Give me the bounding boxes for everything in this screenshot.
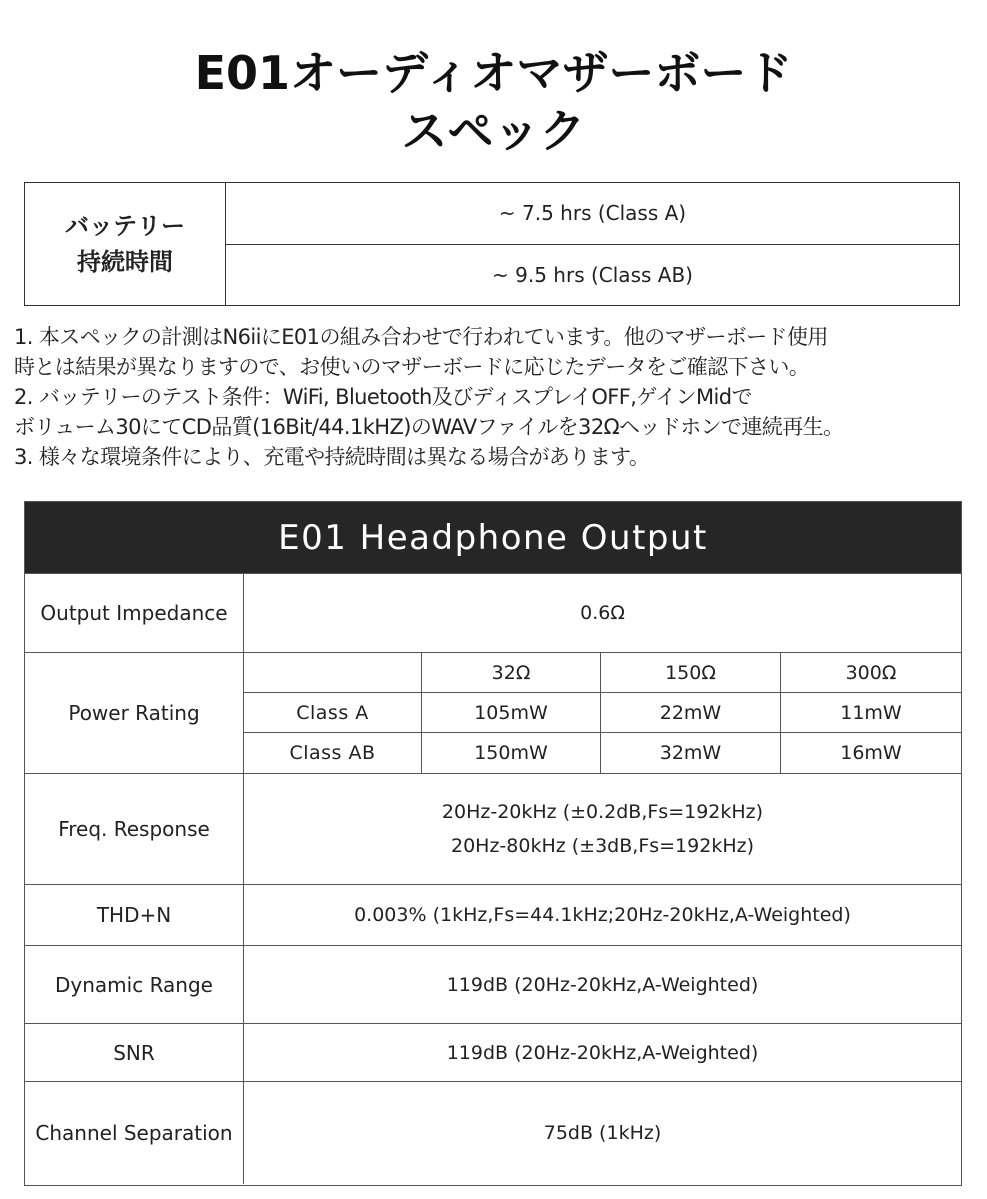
power-grid-col-header: 32Ω <box>422 653 601 693</box>
power-grid-col-header: 150Ω <box>601 653 781 693</box>
spec-label: SNR <box>25 1024 244 1081</box>
freq-response-line2: 20Hz-80kHz (±3dB,Fs=192kHz) <box>450 835 755 857</box>
freq-response-line1: 20Hz-20kHz (±0.2dB,Fs=192kHz) <box>441 801 764 823</box>
power-grid-cell: 105mW <box>422 693 601 733</box>
battery-label-line2: 持続時間 <box>77 248 173 276</box>
power-rating-grid <box>244 653 961 773</box>
power-grid-cell: 11mW <box>781 693 961 733</box>
spec-label: THD+N <box>25 885 244 945</box>
power-grid-col-header: 300Ω <box>781 653 961 693</box>
headphone-output-table <box>24 501 962 1186</box>
note-line: 時とは結果が異なりますので、お使いのマザーボードに応じたデータをご確認下さい。 <box>14 355 810 379</box>
page-title <box>0 44 987 160</box>
note-line: 2. バッテリーのテスト条件：WiFi, Bluetooth及びディスプレイOFF,ゲインMidで <box>14 385 752 409</box>
power-grid-cell: 32mW <box>601 733 781 773</box>
spec-label: Channel Separation <box>25 1082 244 1184</box>
spec-row-power-rating <box>25 652 961 773</box>
battery-label <box>25 183 226 305</box>
spec-value <box>244 774 961 884</box>
power-grid-corner <box>244 653 422 693</box>
spec-value: 0.003% (1kHz,Fs=44.1kHz;20Hz-20kHz,A-Weighted) <box>354 904 851 926</box>
page-title-line2: スペック <box>401 104 586 158</box>
spec-value: 0.6Ω <box>580 602 625 624</box>
battery-table <box>24 182 960 306</box>
page-title-line1: E01オーディオマザーボード <box>194 46 793 100</box>
spec-row-dynamic-range <box>25 945 961 1023</box>
spec-label: Dynamic Range <box>25 946 244 1023</box>
spec-row-snr <box>25 1023 961 1081</box>
spec-value: 119dB (20Hz-20kHz,A-Weighted) <box>446 973 759 996</box>
spec-table-header: E01 Headphone Output <box>25 502 961 573</box>
spec-label: Freq. Response <box>25 774 244 884</box>
spec-row-thd-n <box>25 884 961 945</box>
spec-value: 119dB (20Hz-20kHz,A-Weighted) <box>446 1041 759 1064</box>
notes <box>14 322 974 472</box>
note-line: ボリューム30にてCD品質(16Bit/44.1kHZ)のWAVファイルを32Ωヘッドホンで連続再生。 <box>14 415 844 439</box>
battery-class-ab-value: ~ 9.5 hrs (Class AB) <box>226 244 959 306</box>
power-grid-row-label: Class A <box>244 693 422 733</box>
battery-values <box>226 183 959 305</box>
power-grid-cell: 150mW <box>422 733 601 773</box>
battery-class-a-value: ~ 7.5 hrs (Class A) <box>498 201 687 226</box>
spec-row-output-impedance <box>25 573 961 652</box>
power-grid-cell: 22mW <box>601 693 781 733</box>
battery-label-line1: バッテリー <box>65 212 185 240</box>
power-grid-cell: 16mW <box>840 742 902 764</box>
note-line: 3. 様々な環境条件により、充電や持続時間は異なる場合があります。 <box>14 445 650 469</box>
spec-value: 75dB (1kHz) <box>543 1122 662 1144</box>
spec-label: Power Rating <box>25 653 244 773</box>
spec-row-channel-separation <box>25 1081 961 1184</box>
note-line: 1. 本スペックの計測はN6iiにE01の組み合わせで行われています。他のマザーボード使用 <box>14 325 828 349</box>
spec-row-freq-response <box>25 773 961 884</box>
power-grid-row-label: Class AB <box>244 733 422 773</box>
spec-label: Output Impedance <box>25 574 244 652</box>
